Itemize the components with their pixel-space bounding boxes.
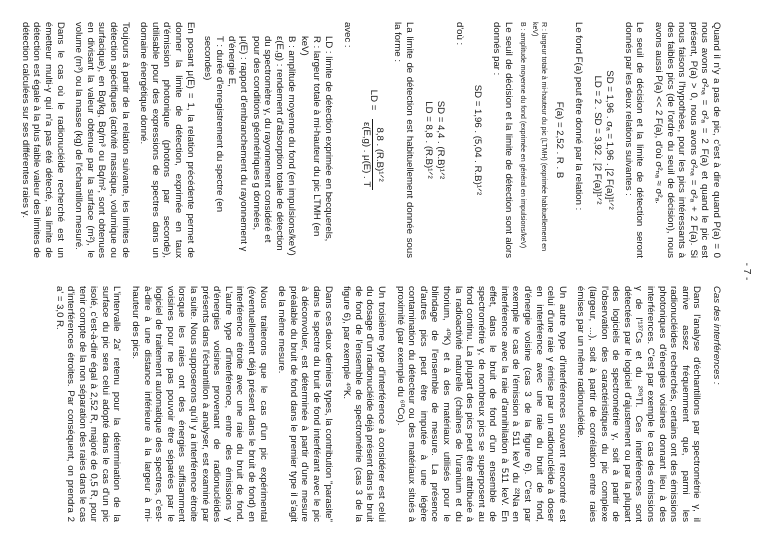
interference-paragraph-3: Un troisième type d'interférence à considérer est celui du dosage d'un radionucléide déjà présent dans le bruit de fond de l'ensemble de spectrométrie (cas 3 de la figure 6), par exemple ⁴⁰K. [341, 286, 387, 522]
page-number: - 7 - [741, 262, 752, 281]
ld-numerator: 8,8 . (R.B)¹ᐟ² [372, 119, 385, 190]
interference-paragraph-5: Nous traiterons que le cas d'un pic expérimental (éventuellement déjà présent dans le bruit de fond) en interférence étroite avec une raie du bruit de fond. L'autre type d'interférence, entre des émissions γ d'énergies voisines provenant de radionucléides présents dans l'échantillon à analyser, est examiné par la suite. Nous supposerons qu'il y a interférence étroite lorsque les raies ont des énergies suffisamment voisines pour ne pas pouvoir être séparées par le logiciel de traitement automatique des spectres, c'est-à-dire à une distance inférieure à la largeur à mi-hauteur des pics. [130, 286, 269, 522]
ld-simplified: LD = 8,8 . (R.B)¹ᐟ² [422, 101, 434, 179]
definition-item: R : largeur totale à mi-hauteur du pic LTMH (en keV) [298, 36, 322, 237]
ld-label: LD = [367, 89, 379, 111]
sd-rb-formula: SD = 1,96 . (5,04 . R.B)¹ᐟ² [472, 84, 484, 196]
ld-fraction-formula [361, 22, 385, 258]
thresholds-intro: Le seuil de décision et la limite de détection seront donnés par les deux relations suivantes : [622, 22, 646, 258]
simplified-formulas [422, 22, 446, 258]
b-definition-small: B : amplitude moyenne du fond (exprimée en général en impulsions/keV) [519, 22, 527, 249]
avec-label: avec : [341, 22, 353, 48]
background-intro: Le fond F(a) peut être donné par la relation : [573, 22, 585, 211]
interference-paragraph-6: L'intervalle 2a' retenu pour la détermination de la surface du pic sera celui adopté dans le cas d'un pic isolé, c'est-à-dire égal à 2,52 R, majoré de 0,5 R, pour tenir compte de la non séparation des raies dans le cas d'interférences étroites. Par conséquent, on prendra 2 a' = 3,0 R. [53, 286, 123, 522]
interference-paragraph-1: Dans l'analyse d'échantillons par spectrométrie γ, il arrive assez fréquemment que, parmi les radionucléides recherchés, certains ont des émissions photoniques d'énergies voisines donnant lieu à des interférences. C'est par exemple le cas des émissions γ de l'¹³⁷Cs et du ²⁰⁸Tl. Ces interférences sont détectées par le logiciel d'ajustement ou par la plupart des logiciels de spectrométrie γ, soit à partir de l'observation des caractéristiques du pic complexe (largeur, ...), soit à partir de corrélation entre raies émises par un même radionucléide. [575, 286, 703, 522]
fa-formula: F(a) = 2,52 . R . B [554, 101, 566, 179]
left-column [12, 22, 722, 258]
section-heading: Cas des interférences : [711, 286, 722, 385]
multi-gamma-paragraph: Dans le cas où le radionucléide recherché est un émetteur multi-γ qui n'a pas été détecté, sa limite de détection est égale à la plus faible valeur des limites de détection calculées sur ses différentes raies γ. [19, 22, 66, 258]
ld-form-intro: La limite de détection est habituellement donnée sous la forme : [392, 22, 416, 258]
ld-denominator: ε(E,g) . μ(E) . T [361, 121, 373, 188]
definition-item: ε(E,g) : rendement d'absorption totale de détection du spectromètre γ, du rayonnement considéré et pour des conditions géométriques g données, [250, 36, 285, 251]
definition-item: μ(E) : rapport d'embranchement du rayonnement γ d'énergie E, [226, 36, 249, 252]
definition-item: LD : limite de détection exprimée en becquerels, [323, 36, 335, 242]
dou-label: d'où : [453, 22, 465, 46]
sd-ld-formulas [591, 22, 615, 258]
relation-paragraph: Toujours à partir de la relation suivante, les limites de détection spécifiques (activité massique, volumique ou surfacique), en Bq/kg, Bq/m³ ou Bq/m², sont obtenues en divisant la valeur obtenue par la surface (m²), le volume (m³) ou la masse (kg) de l'échantillon mesuré. [73, 22, 131, 258]
ld-fraction [361, 119, 385, 190]
definition-item: T : durée d'enregistrement du spectre (en secondes) [202, 36, 225, 213]
mu-paragraph: En posant μ(E) = 1, la relation précédente permet de donner la limite de détection, exprimée en taux d'émission photonique (photons par seconde), utilisable pour des expressions de spectres dans un domaine énergétique donné. [138, 22, 196, 258]
interference-paragraph-4: Dans ces deux derniers types, la contribution "parasite" dans le spectre du bruit de fond interférant avec le pic à déconvoluer, est déterminée à partir d'une mesure préalable du bruit de fond dans le premier type il s'agit de la même mesure. [276, 286, 334, 522]
right-column [46, 286, 722, 522]
sd-simplified: SD = 4,4 . (R.B)¹ᐟ² [435, 100, 447, 180]
intro-paragraph: Quand il n'y a pas de pic, c'est à dire quand P(a) = 0 nous avons σ²ₙₐ = σ²ₐ = 2 F(a) et quand le pic est présent, P(a) > 0, nous avons σ²ₙₐ = σ²ₐ + 2 F(a). Si nous faisons l'hypothèse, pour les pics intéressants à des faibles pics (de l'ordre du seuil de décision), nous avons aussi P(a) << 2 F(a), d'où σ²ₙₐ ≈ σ²ₐ. [653, 22, 722, 258]
interference-paragraph-2: Un autre type d'interférences souvent rencontré est celui d'une raie γ émise par un radionucléide à doser en interférence avec une raie du bruit de fond, d'énergie voisine (cas 3 de la figure 6). C'est par exemple le cas de l'émission à 511 keV du ²²Na en interférence avec la raie d'annihilation à 511 keV. En effet, dans le bruit de fond d'un ensemble de spectrométrie γ, de nombreux pics se superposent au fond continu. La plupart des pics peut être attribuée à la radioactivité naturelle (chaînes de l'uranium et du thorium, ⁴⁰K) et à des matériaux utilisés pour le blindage de l'ensemble de mesure. La présence d'autres pics peut être imputée à une légère contamination du détecteur ou des matériaux situés à proximité (par exemple du ⁶⁰Co). [394, 286, 568, 522]
definition-item: B : amplitude moyenne du fond (en impulsions/keV) [286, 36, 298, 256]
sd-ld-intro: Le seuil de décision et la limite de détection sont alors donnés par : [491, 22, 514, 258]
sd-formula: SD = 1,96 . σₐ = 1,96 . [2 F(a)]¹ᐟ² [604, 70, 616, 210]
ld-formula: LD = 2 . SD = 3,92 . [2 F(a)]¹ᐟ² [591, 75, 603, 205]
definitions-list [202, 36, 335, 258]
r-definition-small: R : largeur totale à mi-hauteur du pic (LTMH) (exprimée habituellement en keV) [531, 22, 547, 252]
